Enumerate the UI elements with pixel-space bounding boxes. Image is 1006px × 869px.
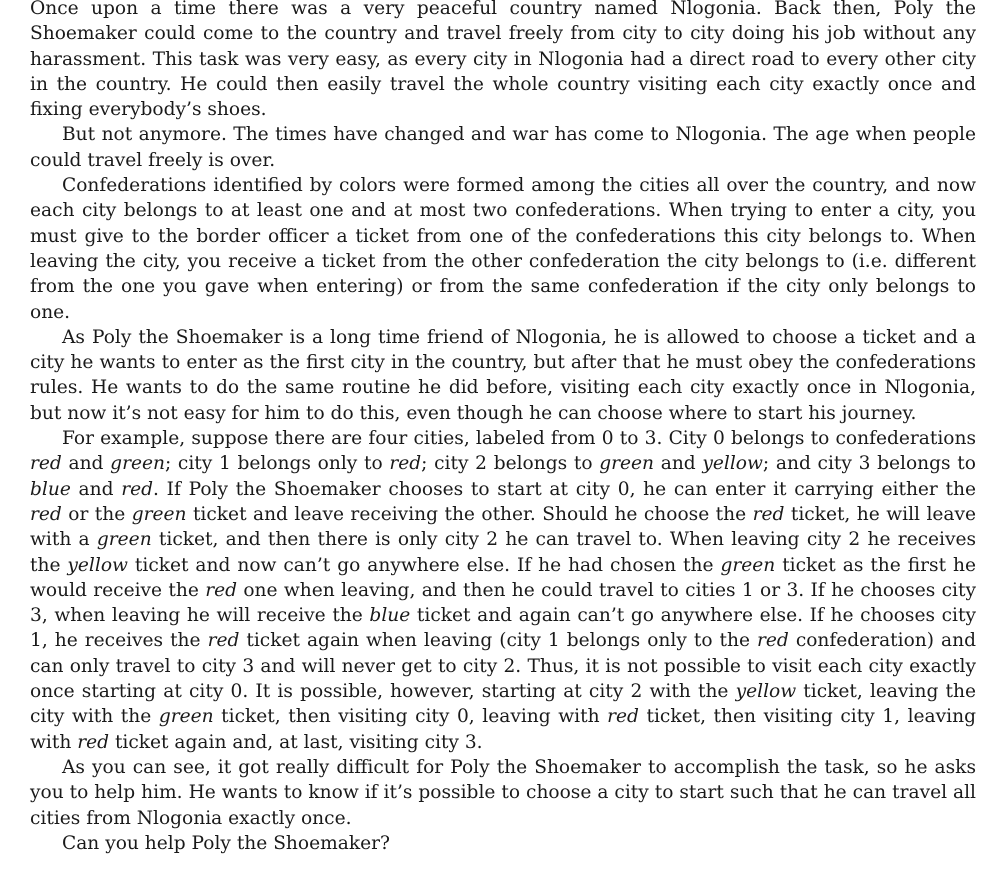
text-run: one when leaving, and then he could travel to cities 1 or 3. If he chooses city 3, when leaving he will receive the (30, 579, 976, 627)
italic-term: yellow (702, 453, 763, 475)
text-run: For example, suppose there are four cities, labeled from 0 to 3. City 0 belongs to confederations (62, 428, 976, 450)
text-run: ticket and now can’t go anywhere else. If he had chosen the (127, 554, 721, 576)
italic-term: red (389, 453, 422, 475)
text-run: ; and city 3 belongs to (762, 453, 976, 475)
italic-term: yellow (735, 681, 797, 703)
text-run: ticket, he will leave with a (30, 503, 977, 551)
italic-term: green (110, 453, 165, 475)
text-run: and (654, 453, 703, 475)
italic-term: red (30, 453, 62, 475)
italic-term: green (720, 554, 776, 576)
text-run: ticket and again can’t go anywhere else. If he chooses city 1, he receives the (30, 605, 976, 652)
italic-term: red (121, 478, 154, 500)
paragraph-1 (30, 0, 976, 122)
text-run: . If Poly the Shoemaker chooses to start at city 0, he can enter it carrying either the (153, 478, 976, 500)
text-run: ticket, leaving the city with the (30, 681, 976, 728)
text-run: Can you help Poly the Shoemaker? (62, 832, 390, 854)
italic-term: red (30, 503, 62, 525)
text-run: ticket as the first he would receive the (30, 554, 976, 601)
italic-term: green (599, 453, 655, 475)
text-run: As you can see, it got really difficult for Poly the Shoemaker to accomplish the task, so he asks you to help him. He wants to know if it’s possible to choose a city to start such that he can travel all cities from Nlogonia exactly once. (30, 756, 976, 829)
text-run: ticket and leave receiving the other. Should he choose the (186, 503, 753, 525)
italic-term: yellow (67, 554, 128, 576)
paragraph-2 (30, 122, 976, 173)
text-run: and (61, 453, 111, 475)
paragraph-4 (30, 325, 976, 426)
text-run: As Poly the Shoemaker is a long time friend of Nlogonia, he is allowed to choose a ticket and a city he wants to enter as the first city in the country, but after that he must obey the confederations rules. He wants to do the same routine he did before, visiting each city exactly once in Nlogonia, but now it’s not easy for him to do this, even though he can choose where to start his journey. (30, 326, 976, 424)
paragraph-7 (30, 831, 976, 856)
text-run: confederation) and can only travel to city 3 and will never get to city 2. Thus, it is not possible to visit each city exactly once starting at city 0. It is possible, however, starting at city 2 with the (30, 630, 976, 703)
paragraph-5 (30, 426, 976, 755)
italic-term: red (77, 731, 110, 753)
paragraph-3 (30, 173, 976, 325)
italic-term: red (205, 579, 237, 601)
text-run: ticket, and then there is only city 2 he can travel to. When leaving city 2 he receives the (30, 529, 977, 576)
italic-term: green (131, 503, 187, 525)
text-run: or the (61, 503, 132, 525)
italic-term: blue (369, 605, 411, 627)
text-run: Once upon a time there was a very peaceful country named Nlogonia. Back then, Poly the Shoemaker could come to the country and travel freely from city to city doing his job without any harassment. This task was very easy, as every city in Nlogonia had a direct road to every other city in the country. He could then easily travel the whole country visiting each city exactly once and fixing everybody’s shoes. (30, 0, 976, 121)
italic-term: red (207, 630, 240, 652)
italic-term: red (752, 503, 785, 525)
italic-term: green (96, 529, 152, 551)
text-run: Confederations identified by colors were formed among the cities all over the country, and now each city belongs to at least one and at most two confederations. When trying to enter a city, you must give to the border officer a ticket from one of the confederations this city belongs to. When leaving the city, you receive a ticket from the other confederation the city belongs to (i.e. different from the one you gave when entering) or from the same confederation if the city only belongs to one. (30, 175, 976, 323)
italic-term: blue (30, 478, 71, 500)
problem-statement (30, 0, 976, 856)
italic-term: red (757, 630, 789, 652)
text-run: ticket again when leaving (city 1 belongs only to the (239, 630, 757, 652)
text-run: ticket again and, at last, visiting city 3. (109, 731, 483, 753)
paragraph-6 (30, 755, 976, 831)
text-run: But not anymore. The times have changed and war has come to Nlogonia. The age when people could travel freely is over. (30, 124, 976, 171)
italic-term: red (607, 706, 639, 728)
text-run: ; city 1 belongs only to (164, 453, 390, 475)
text-run: ; city 2 belongs to (421, 453, 600, 475)
text-run: ticket, then visiting city 1, leaving with (30, 706, 976, 753)
text-run: and (70, 478, 122, 500)
italic-term: green (158, 706, 214, 728)
text-run: ticket, then visiting city 0, leaving with (213, 706, 608, 728)
